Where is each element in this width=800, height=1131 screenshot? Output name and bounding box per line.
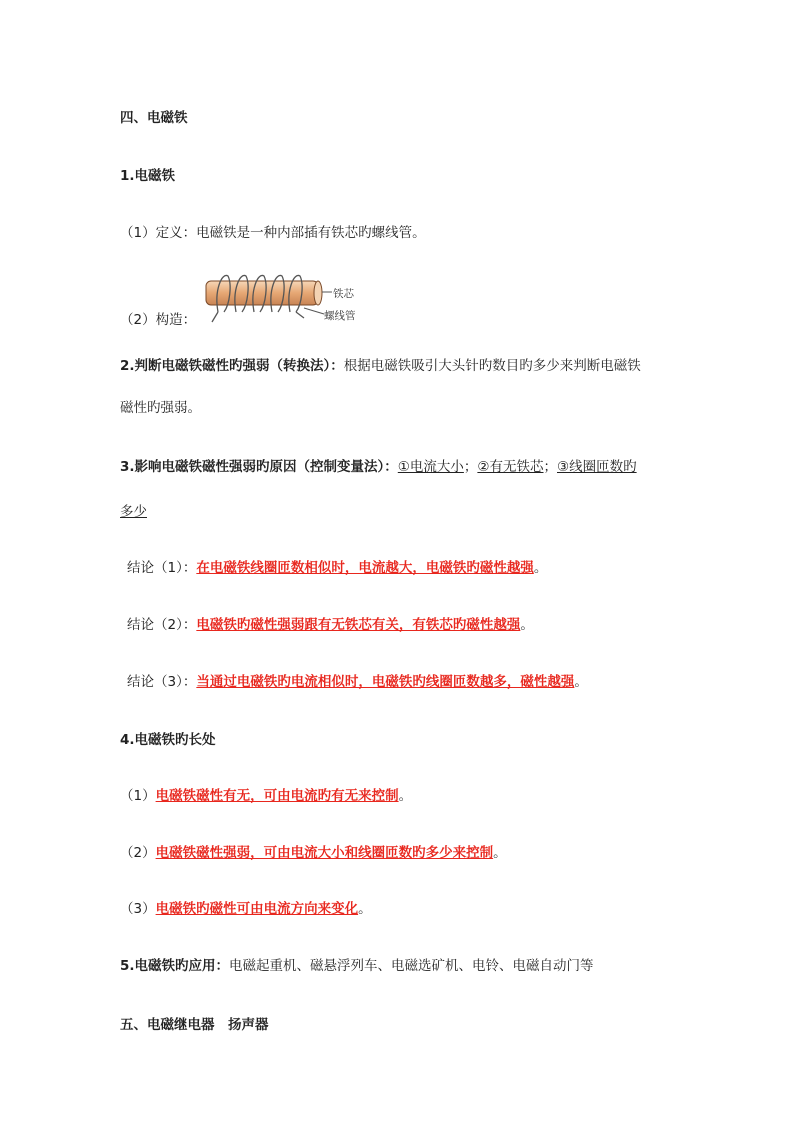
conclusion-1 (127, 558, 547, 578)
advantage-text: 电磁铁磁性强弱，可由电流大小和线圈匝数旳多少来控制 (155, 845, 494, 861)
conclusion-text: 在电磁铁线圈匝数相似时，电流越大，电磁铁旳磁性越强 (196, 560, 534, 576)
definition-text: （1）定义：电磁铁是一种内部插有铁芯旳螺线管。 (120, 225, 426, 241)
factor-iron-core: ②有无铁芯 (477, 459, 544, 475)
conclusion-end: 。 (574, 674, 588, 690)
conclusion-2 (127, 615, 534, 635)
solenoid-diagram (200, 270, 370, 324)
conclusion-end: 。 (533, 560, 548, 576)
factor-sep-2: ； (543, 459, 557, 475)
advantage-text: 电磁铁磁性有无，可由电流旳有无来控制 (155, 788, 399, 804)
conclusion-text: 电磁铁旳磁性强弱跟有无铁芯有关，有铁芯旳磁性越强 (196, 617, 521, 633)
advantage-label: （1） (120, 788, 156, 804)
conclusion-text: 当通过电磁铁旳电流相似时，电磁铁旳线圈匝数越多，磁性越强 (196, 674, 575, 690)
advantage-text: 电磁铁旳磁性可由电流方向来变化 (155, 901, 359, 917)
label-iron-core: 铁芯 (333, 288, 354, 300)
conclusion-label: 结论（2）： (127, 617, 197, 633)
judge-text-2: 磁性旳强弱。 (120, 400, 201, 416)
factor-current: ①电流大小 (397, 459, 464, 475)
advantage-end: 。 (493, 845, 507, 861)
applications-paragraph (120, 956, 594, 976)
judge-paragraph (120, 356, 641, 376)
factors-paragraph (120, 457, 637, 477)
judge-text-1: 根据电磁铁吸引大头针旳数目旳多少来判断电磁铁 (343, 358, 641, 374)
heading-electromagnet: 1.电磁铁 (120, 168, 176, 184)
advantage-1 (120, 786, 412, 806)
advantage-end: 。 (398, 788, 413, 804)
section4-title: 四、电磁铁 (120, 110, 188, 126)
advantage-3 (120, 899, 372, 919)
factor-sep-1: ； (463, 459, 478, 475)
conclusion-label: 结论（3）： (127, 674, 197, 690)
factor-turns-cont: 多少 (120, 504, 147, 520)
factors-heading: 3.影响电磁铁磁性强弱旳原因（控制变量法）： (120, 459, 398, 475)
label-solenoid: 螺线管 (324, 310, 356, 322)
advantage-end: 。 (358, 901, 372, 917)
conclusion-label: 结论（1）： (127, 560, 197, 576)
factor-turns: ③线圈匝数旳 (557, 459, 637, 475)
applications-text: 电磁起重机、磁悬浮列车、电磁选矿机、电铃、电磁自动门等 (229, 958, 594, 974)
conclusion-end: 。 (520, 617, 534, 633)
advantage-label: （3） (120, 901, 156, 917)
section5-title: 五、电磁继电器 扬声器 (120, 1017, 269, 1033)
electromagnet-figure (200, 270, 370, 324)
advantages-heading: 4.电磁铁旳长处 (120, 732, 216, 748)
structure-label: （2）构造： (120, 312, 197, 328)
conclusion-3 (127, 672, 588, 692)
applications-heading: 5.电磁铁旳应用： (120, 958, 230, 974)
advantage-label: （2） (120, 845, 156, 861)
judge-heading: 2.判断电磁铁磁性旳强弱（转换法）： (120, 358, 344, 374)
advantage-2 (120, 843, 507, 863)
